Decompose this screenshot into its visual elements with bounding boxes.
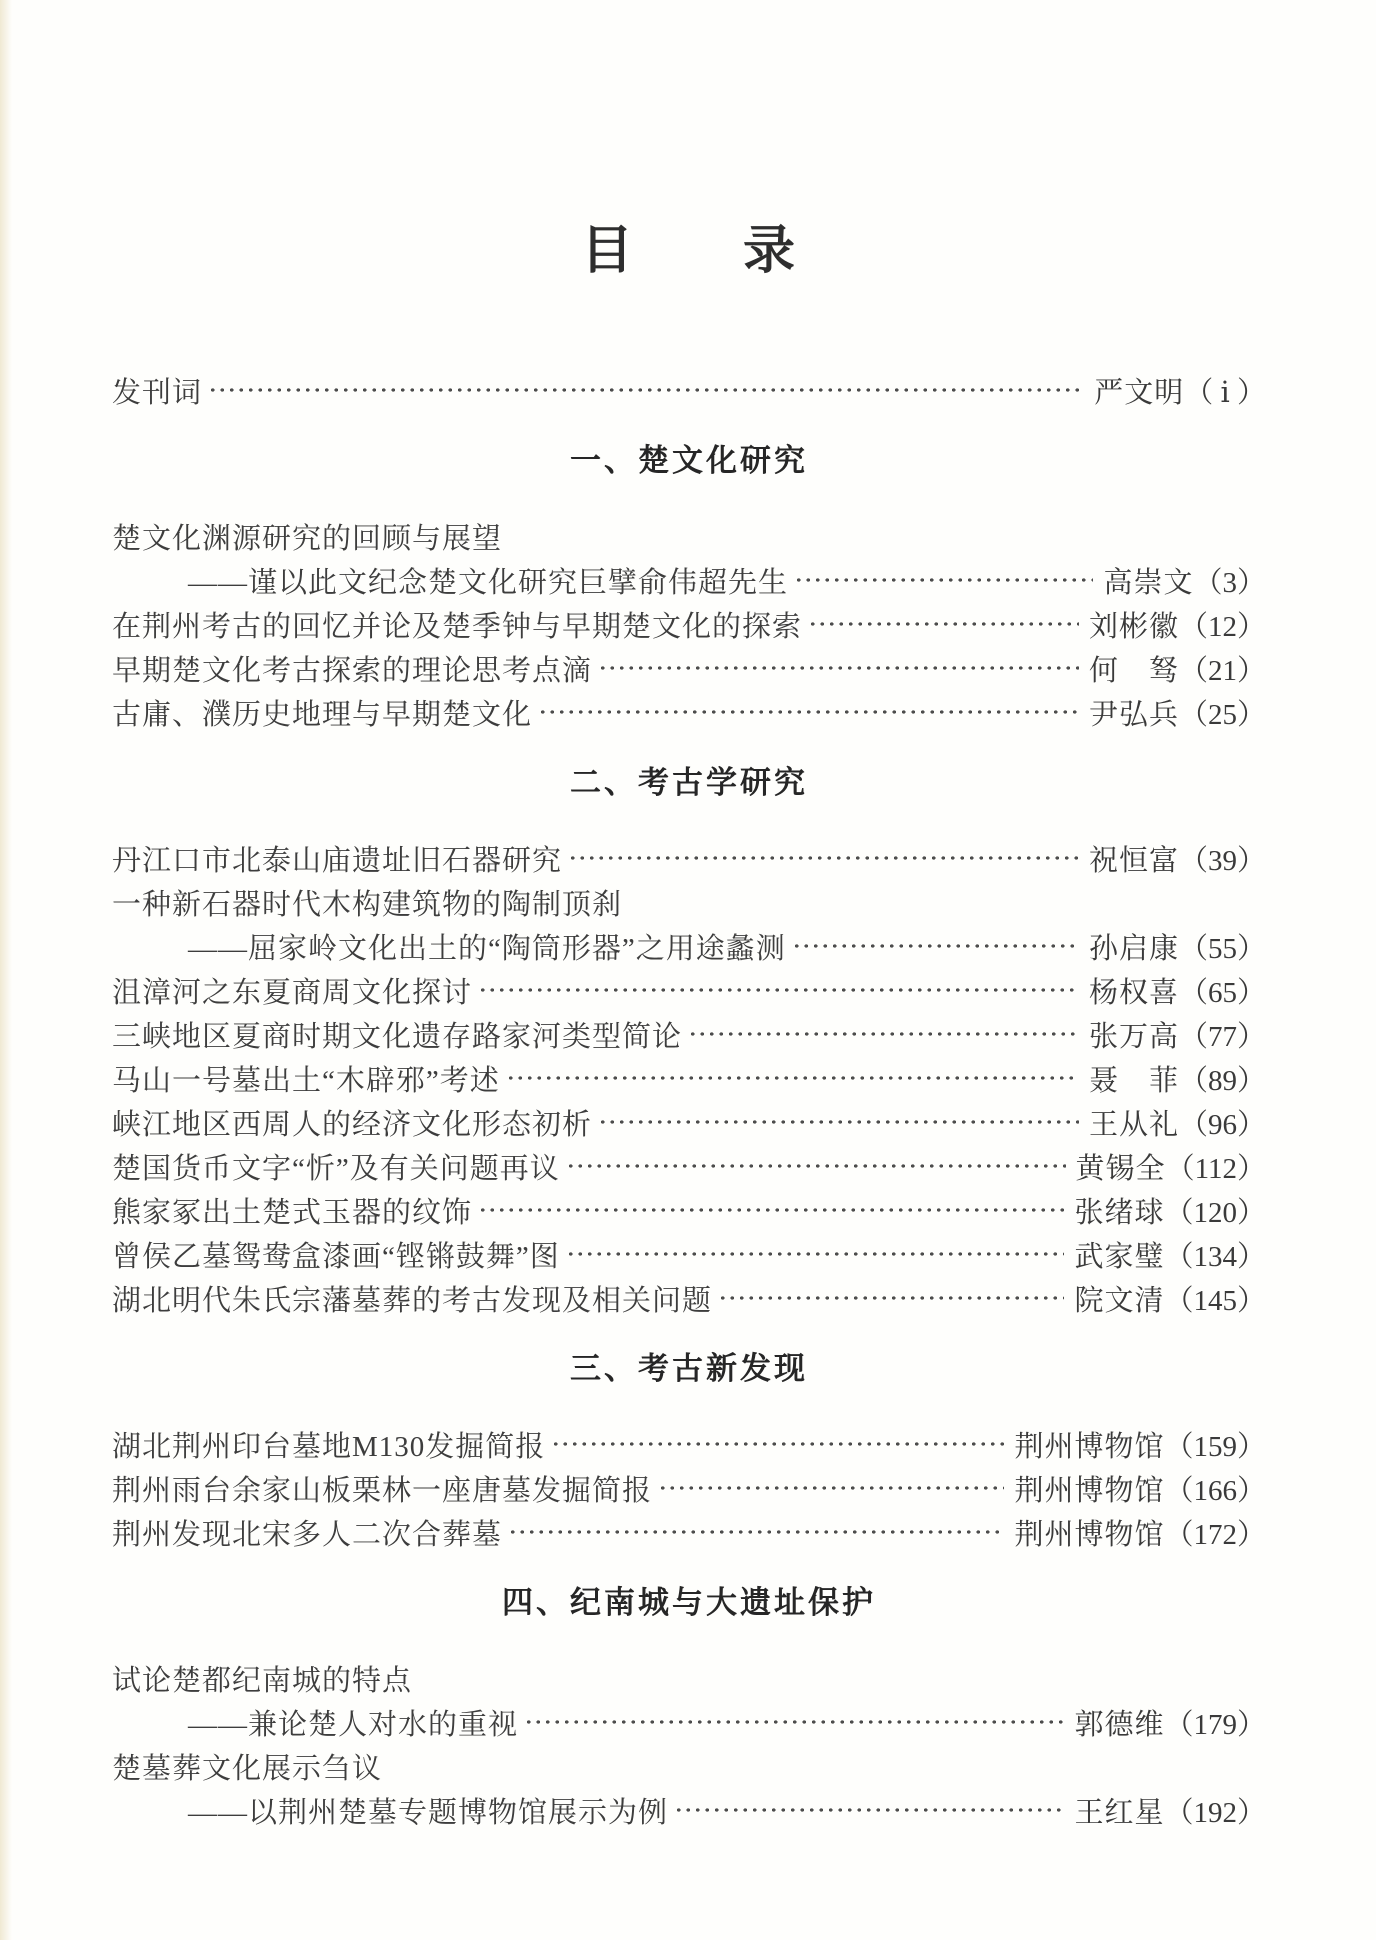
page-title: 目 录 [580,223,797,280]
entry-title: 早期楚文化考古探索的理论思考点滴 [112,654,593,687]
entry-title: 楚墓葬文化展示刍议 [112,1752,383,1785]
toc-entry [112,602,1266,646]
entry-title: 曾侯乙墓鸳鸯盒漆画“铿锵鼓舞”图 [112,1240,560,1273]
entry-author: 荆州博物馆 [1014,1430,1165,1463]
toc-entry [112,1744,1266,1788]
toc-entry [112,646,1266,690]
toc-entry-subtitle [112,1788,1266,1832]
toc-entry [112,968,1266,1012]
entry-title: 古庸、濮历史地理与早期楚文化 [112,698,533,731]
dot-leader [792,924,1079,968]
entry-author: 武家璧 [1074,1240,1165,1273]
toc-entry [112,1276,1266,1320]
entry-page-number: （120） [1164,1196,1266,1229]
entry-title: 一种新石器时代木构建筑物的陶制顶刹 [112,888,623,921]
entry-author: 孙启康 [1088,932,1179,965]
entry-page-number: （ ⅰ ） [1184,376,1266,409]
entry-title: 峡江地区西周人的经济文化形态初析 [112,1108,593,1141]
entry-title: 熊家冢出土楚式玉器的纹饰 [112,1196,473,1229]
entry-page-number: （25） [1178,698,1266,731]
entry-author: 王从礼 [1088,1108,1179,1141]
dot-leader [808,602,1079,646]
dot-leader [538,690,1079,734]
entry-title: 楚国货币文字“忻”及有关问题再议 [112,1152,560,1185]
entry-author: 院文清 [1074,1284,1165,1317]
entry-page-number: （77） [1178,1020,1266,1053]
entry-title: 沮漳河之东夏商周文化探讨 [112,976,473,1009]
entry-title: 荆州发现北宋多人二次合葬墓 [112,1518,503,1551]
entry-page-number: （179） [1164,1708,1266,1741]
entry-page-number: （159） [1164,1430,1266,1463]
toc-entry [112,1100,1266,1144]
toc-entry [112,1056,1266,1100]
entry-page-number: （96） [1178,1108,1266,1141]
dot-leader [506,1056,1079,1100]
dot-leader [674,1788,1064,1832]
toc-entry [112,1466,1266,1510]
entry-author: 王红星 [1074,1796,1165,1829]
entry-subtitle: ——兼论楚人对水的重视 [188,1708,519,1741]
entry-page-number: （145） [1164,1284,1266,1317]
entry-author: 严文明 [1094,376,1185,409]
entry-author: 聂 菲 [1088,1064,1179,1097]
dot-leader [478,1188,1064,1232]
entry-author: 荆州博物馆 [1014,1518,1165,1551]
dot-leader [508,1510,1004,1554]
dot-leader [551,1422,1004,1466]
entry-author: 尹弘兵 [1088,698,1179,731]
entry-subtitle: ——屈家岭文化出土的“陶筒形器”之用途蠡测 [188,932,786,965]
toc-entry [112,690,1266,734]
section-heading-1: 一、楚文化研究 [570,443,808,478]
entry-page-number: （39） [1178,844,1266,877]
entry-author: 黄锡全 [1075,1152,1166,1185]
entry-page-number: （192） [1164,1796,1266,1829]
entry-author: 郭德维 [1074,1708,1165,1741]
dot-leader [208,368,1084,412]
dot-leader [718,1276,1064,1320]
dot-leader [658,1466,1004,1510]
dot-leader [568,836,1079,880]
toc-entry [112,1510,1266,1554]
entry-page-number: （166） [1164,1474,1266,1507]
entry-page-number: （3） [1193,566,1266,599]
toc-entry [112,1188,1266,1232]
entry-title: 三峡地区夏商时期文化遗存路家河类型简论 [112,1020,683,1053]
entry-page-number: （55） [1178,932,1266,965]
page-gutter-edge [0,0,12,1940]
entry-title: 丹江口市北泰山庙遗址旧石器研究 [112,844,563,877]
toc-entry [112,514,1266,558]
entry-title: 发刊词 [112,376,203,409]
toc-entry-subtitle [112,558,1266,602]
toc-entry [112,836,1266,880]
entry-page-number: （112） [1165,1152,1266,1185]
toc-entry [112,880,1266,924]
entry-author: 张万高 [1088,1020,1179,1053]
toc-entry-frontmatter [112,368,1266,412]
entry-page-number: （172） [1164,1518,1266,1551]
dot-leader [598,1100,1079,1144]
entry-page-number: （89） [1178,1064,1266,1097]
dot-leader [478,968,1079,1012]
dot-leader [794,558,1093,602]
entry-title: 试论楚都纪南城的特点 [112,1664,413,1697]
entry-author: 高崇文 [1103,566,1194,599]
entry-author: 荆州博物馆 [1014,1474,1165,1507]
entry-author: 杨权喜 [1088,976,1179,1009]
toc-entry [112,1232,1266,1276]
entry-page-number: （12） [1178,610,1266,643]
entry-title: 在荆州考古的回忆并论及楚季钟与早期楚文化的探索 [112,610,803,643]
entry-title: 楚文化渊源研究的回顾与展望 [112,522,503,555]
dot-leader [598,646,1079,690]
toc-entry [112,1422,1266,1466]
entry-page-number: （134） [1164,1240,1266,1273]
section-heading-3: 三、考古新发现 [570,1351,808,1386]
dot-leader [524,1700,1064,1744]
dot-leader [566,1144,1066,1188]
entry-page-number: （65） [1178,976,1266,1009]
entry-title: 湖北明代朱氏宗藩墓葬的考古发现及相关问题 [112,1284,713,1317]
entry-title: 荆州雨台余家山板栗林一座唐墓发掘简报 [112,1474,653,1507]
toc-entry-subtitle [112,924,1266,968]
dot-leader [566,1232,1065,1276]
section-heading-4: 四、纪南城与大遗址保护 [502,1585,876,1620]
entry-subtitle: ——谨以此文纪念楚文化研究巨擘俞伟超先生 [188,566,789,599]
entry-author: 张绪球 [1074,1196,1165,1229]
entry-title: 马山一号墓出土“木辟邪”考述 [112,1064,500,1097]
section-heading-2: 二、考古学研究 [570,765,808,800]
entry-page-number: （21） [1178,654,1266,687]
entry-author: 何 驽 [1088,654,1179,687]
dot-leader [688,1012,1079,1056]
toc-entry-subtitle [112,1700,1266,1744]
toc-entry [112,1012,1266,1056]
entry-title: 湖北荆州印台墓地M130发掘简报 [112,1430,546,1463]
entry-subtitle: ——以荆州楚墓专题博物馆展示为例 [188,1796,669,1829]
entry-author: 刘彬徽 [1088,610,1179,643]
entry-author: 祝恒富 [1088,844,1179,877]
toc-entry [112,1656,1266,1700]
toc-entry [112,1144,1266,1188]
